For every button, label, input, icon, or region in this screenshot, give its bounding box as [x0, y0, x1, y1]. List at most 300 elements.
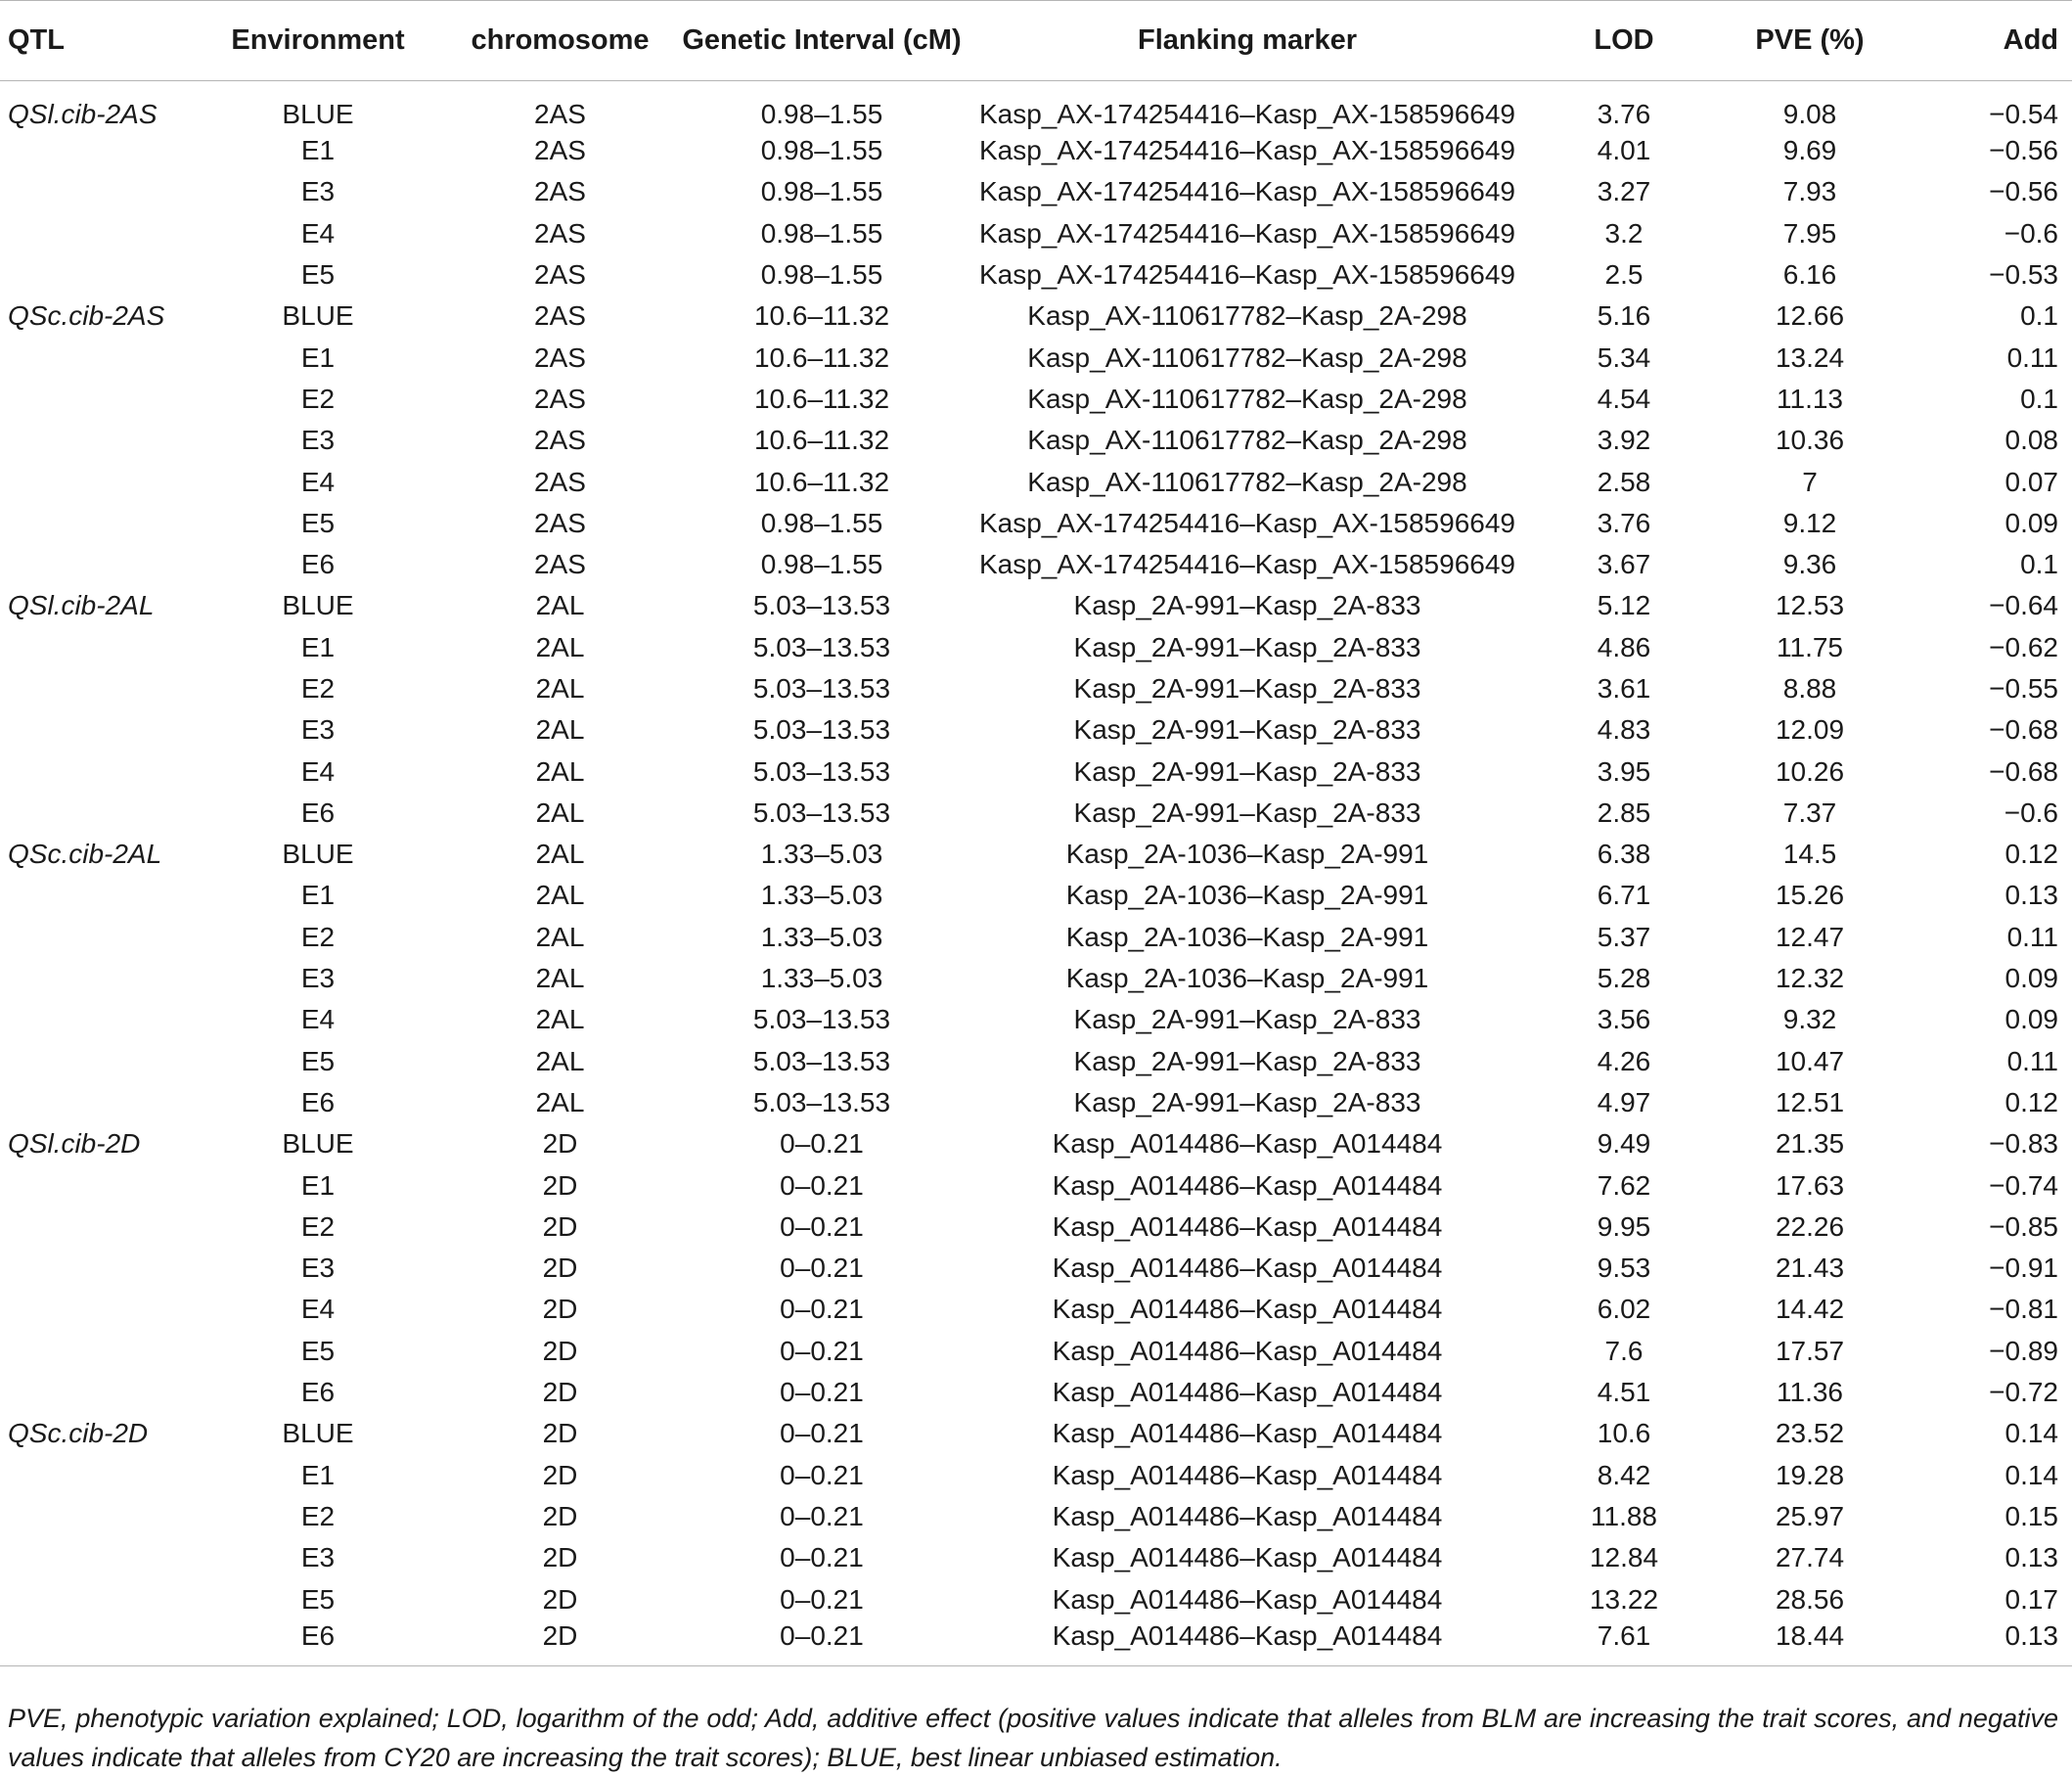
cell-lod: 3.76: [1597, 507, 1651, 538]
cell-flanking-marker: Kasp_AX-174254416–Kasp_AX-158596649: [978, 99, 1515, 129]
cell-chromosome: 2D: [542, 1294, 578, 1325]
cell-genetic-interval: 0–0.21: [780, 1500, 864, 1531]
cell-flanking-marker: Kasp_A014486–Kasp_A014484: [1052, 1619, 1443, 1651]
cell-genetic-interval: 5.03–13.53: [752, 1004, 891, 1035]
cell-environment: E6: [300, 1086, 336, 1117]
table-row: [0, 1248, 2072, 1289]
cell-chromosome: 2AL: [535, 1045, 585, 1076]
cell-qtl: [0, 1578, 196, 1619]
cell-flanking-marker: Kasp_AX-110617782–Kasp_2A-298: [1027, 425, 1467, 456]
cell-lod: 4.26: [1597, 1045, 1651, 1076]
cell-chromosome: 2D: [542, 1619, 578, 1651]
cell-genetic-interval: 0–0.21: [780, 1294, 864, 1325]
cell-pve: 10.36: [1775, 425, 1845, 456]
cell-add: 0.09: [2004, 963, 2058, 994]
cell-lod: 4.54: [1597, 383, 1651, 414]
cell-environment: E6: [300, 1619, 336, 1651]
cell-qtl: [0, 130, 196, 171]
cell-lod: 4.86: [1597, 631, 1651, 662]
cell-chromosome: 2D: [542, 1128, 578, 1160]
cell-pve: 22.26: [1775, 1210, 1845, 1242]
cell-environment: E5: [300, 507, 336, 538]
cell-lod: 7.6: [1604, 1335, 1644, 1366]
cell-environment: E1: [300, 880, 336, 911]
cell-environment: E1: [300, 342, 336, 373]
cell-genetic-interval: 1.33–5.03: [760, 963, 883, 994]
cell-flanking-marker: Kasp_A014486–Kasp_A014484: [1052, 1335, 1443, 1366]
cell-qtl: [0, 751, 196, 792]
cell-chromosome: 2AL: [535, 673, 585, 704]
cell-chromosome: 2D: [542, 1500, 578, 1531]
cell-lod: 9.49: [1597, 1128, 1651, 1160]
cell-flanking-marker: Kasp_2A-991–Kasp_2A-833: [1073, 755, 1421, 787]
cell-pve: 18.44: [1775, 1619, 1845, 1651]
cell-qtl: [0, 668, 196, 709]
table-row: [0, 585, 2072, 626]
table-row: [0, 1289, 2072, 1330]
cell-environment: E4: [300, 755, 336, 787]
cell-flanking-marker: Kasp_2A-991–Kasp_2A-833: [1073, 797, 1421, 828]
cell-chromosome: 2AL: [535, 1086, 585, 1117]
cell-genetic-interval: 5.03–13.53: [752, 755, 891, 787]
cell-genetic-interval: 0–0.21: [780, 1418, 864, 1449]
cell-lod: 3.27: [1597, 176, 1651, 207]
cell-flanking-marker: Kasp_A014486–Kasp_A014484: [1052, 1253, 1443, 1284]
cell-environment: E2: [300, 383, 336, 414]
cell-chromosome: 2AS: [534, 300, 586, 332]
cell-lod: 5.28: [1597, 963, 1651, 994]
cell-chromosome: 2D: [542, 1169, 578, 1201]
cell-add: 0.07: [2004, 466, 2058, 497]
cell-lod: 2.5: [1604, 259, 1644, 291]
cell-lod: 4.01: [1597, 135, 1651, 166]
cell-lod: 7.61: [1597, 1619, 1651, 1651]
cell-lod: 10.6: [1597, 1418, 1651, 1449]
cell-genetic-interval: 10.6–11.32: [753, 466, 890, 497]
cell-pve: 25.97: [1775, 1500, 1845, 1531]
cell-genetic-interval: 10.6–11.32: [753, 342, 890, 373]
cell-lod: 3.61: [1597, 673, 1651, 704]
cell-qtl: [0, 461, 196, 502]
table-row: [0, 130, 2072, 171]
cell-environment: E5: [300, 1335, 336, 1366]
table-row: [0, 668, 2072, 709]
cell-qtl: [0, 379, 196, 420]
cell-qtl: [0, 420, 196, 461]
cell-lod: 5.12: [1597, 590, 1651, 621]
cell-flanking-marker: Kasp_AX-174254416–Kasp_AX-158596649: [978, 259, 1515, 291]
cell-flanking-marker: Kasp_2A-991–Kasp_2A-833: [1073, 1086, 1421, 1117]
cell-pve: 13.24: [1775, 342, 1845, 373]
cell-add: 0.13: [2004, 880, 2058, 911]
cell-qtl: [0, 1164, 196, 1206]
cell-flanking-marker: Kasp_A014486–Kasp_A014484: [1052, 1294, 1443, 1325]
cell-chromosome: 2AL: [535, 631, 585, 662]
cell-add: −0.91: [1989, 1253, 2058, 1284]
cell-pve: 12.09: [1775, 714, 1845, 746]
table-row: [0, 1123, 2072, 1164]
cell-flanking-marker: Kasp_AX-110617782–Kasp_2A-298: [1027, 466, 1467, 497]
cell-add: 0.14: [2004, 1418, 2058, 1449]
cell-flanking-marker: Kasp_AX-110617782–Kasp_2A-298: [1027, 383, 1467, 414]
table-row: [0, 1537, 2072, 1578]
cell-genetic-interval: 0–0.21: [780, 1253, 864, 1284]
cell-pve: 9.08: [1782, 99, 1837, 129]
header-pve: PVE (%): [1755, 24, 1865, 56]
cell-chromosome: 2D: [542, 1377, 578, 1408]
cell-flanking-marker: Kasp_2A-1036–Kasp_2A-991: [1065, 880, 1429, 911]
cell-pve: 9.32: [1782, 1004, 1837, 1035]
cell-add: −0.55: [1989, 673, 2058, 704]
cell-add: 0.13: [2004, 1542, 2058, 1573]
cell-environment: BLUE: [282, 590, 354, 621]
cell-pve: 7: [1802, 466, 1818, 497]
cell-qtl: QSc.cib-2AL: [8, 839, 162, 870]
cell-genetic-interval: 0–0.21: [780, 1335, 864, 1366]
cell-add: 0.11: [2006, 921, 2058, 952]
cell-genetic-interval: 0–0.21: [780, 1583, 864, 1615]
cell-flanking-marker: Kasp_A014486–Kasp_A014484: [1052, 1500, 1443, 1531]
cell-qtl: [0, 1082, 196, 1123]
cell-environment: E1: [300, 1169, 336, 1201]
cell-add: −0.72: [1989, 1377, 2058, 1408]
cell-lod: 8.42: [1597, 1459, 1651, 1490]
cell-genetic-interval: 0–0.21: [780, 1128, 864, 1160]
cell-pve: 19.28: [1775, 1459, 1845, 1490]
cell-environment: BLUE: [282, 99, 354, 129]
cell-genetic-interval: 5.03–13.53: [752, 631, 891, 662]
cell-flanking-marker: Kasp_A014486–Kasp_A014484: [1052, 1169, 1443, 1201]
table-row: [0, 254, 2072, 296]
cell-pve: 12.51: [1775, 1086, 1845, 1117]
cell-flanking-marker: Kasp_A014486–Kasp_A014484: [1052, 1542, 1443, 1573]
cell-genetic-interval: 1.33–5.03: [760, 880, 883, 911]
cell-pve: 7.37: [1782, 797, 1837, 828]
header-genetic-interval: Genetic Interval (cM): [682, 24, 962, 56]
table-row: [0, 793, 2072, 834]
table-header: [0, 1, 2072, 81]
cell-environment: E2: [300, 673, 336, 704]
cell-flanking-marker: Kasp_AX-110617782–Kasp_2A-298: [1027, 300, 1467, 332]
cell-environment: E4: [300, 466, 336, 497]
cell-qtl: [0, 999, 196, 1040]
table-row: [0, 1372, 2072, 1413]
cell-lod: 5.34: [1597, 342, 1651, 373]
table-row: [0, 213, 2072, 254]
cell-chromosome: 2D: [542, 1459, 578, 1490]
cell-qtl: [0, 503, 196, 544]
cell-environment: E3: [300, 963, 336, 994]
cell-qtl: QSl.cib-2D: [8, 1128, 141, 1160]
cell-lod: 3.67: [1597, 549, 1651, 580]
table-row: [0, 834, 2072, 875]
cell-pve: 11.36: [1777, 1377, 1843, 1408]
cell-lod: 4.83: [1597, 714, 1651, 746]
cell-flanking-marker: Kasp_A014486–Kasp_A014484: [1052, 1128, 1443, 1160]
cell-flanking-marker: Kasp_AX-174254416–Kasp_AX-158596649: [978, 135, 1515, 166]
cell-pve: 11.13: [1777, 383, 1843, 414]
table-row: [0, 1041, 2072, 1082]
cell-lod: 12.84: [1589, 1542, 1659, 1573]
cell-environment: E5: [300, 1583, 336, 1615]
cell-pve: 17.57: [1775, 1335, 1845, 1366]
cell-environment: BLUE: [282, 1418, 354, 1449]
cell-flanking-marker: Kasp_2A-991–Kasp_2A-833: [1073, 631, 1421, 662]
cell-environment: E5: [300, 1045, 336, 1076]
table-footnote: PVE, phenotypic variation explained; LOD, logarithm of the odd; Add, additive effect (positive values indicate that alleles from BLM are increasing the trait scores, and negative values indicate that alleles from CY20 are increasing the trait scores); BLUE, best linear unbiased estimation.: [8, 1704, 2058, 1772]
cell-chromosome: 2AL: [535, 797, 585, 828]
cell-add: −0.54: [1989, 99, 2058, 129]
cell-add: 0.14: [2004, 1459, 2058, 1490]
table-row: [0, 1413, 2072, 1454]
cell-genetic-interval: 0–0.21: [780, 1619, 864, 1651]
cell-pve: 15.26: [1775, 880, 1845, 911]
cell-chromosome: 2AS: [534, 466, 586, 497]
cell-qtl: [0, 875, 196, 916]
cell-lod: 9.95: [1597, 1210, 1651, 1242]
cell-qtl: [0, 1496, 196, 1537]
cell-add: −0.6: [2004, 797, 2058, 828]
cell-qtl: [0, 958, 196, 999]
cell-chromosome: 2AL: [535, 755, 585, 787]
cell-add: −0.89: [1989, 1335, 2058, 1366]
cell-add: 0.11: [2006, 342, 2058, 373]
cell-genetic-interval: 5.03–13.53: [752, 1045, 891, 1076]
cell-flanking-marker: Kasp_A014486–Kasp_A014484: [1052, 1377, 1443, 1408]
cell-add: 0.1: [2020, 549, 2058, 580]
cell-flanking-marker: Kasp_2A-991–Kasp_2A-833: [1073, 590, 1421, 621]
table-row: [0, 1164, 2072, 1206]
cell-qtl: [0, 171, 196, 212]
cell-pve: 10.47: [1775, 1045, 1845, 1076]
cell-genetic-interval: 5.03–13.53: [752, 714, 891, 746]
cell-chromosome: 2D: [542, 1335, 578, 1366]
table-row: [0, 1331, 2072, 1372]
table-row: [0, 337, 2072, 378]
table-row: [0, 875, 2072, 916]
cell-lod: 4.97: [1597, 1086, 1651, 1117]
cell-lod: 3.76: [1597, 99, 1651, 129]
cell-add: −0.56: [1989, 176, 2058, 207]
cell-qtl: [0, 1041, 196, 1082]
table-row: [0, 1496, 2072, 1537]
cell-qtl: [0, 793, 196, 834]
header-add: Add: [2003, 24, 2058, 56]
cell-flanking-marker: Kasp_2A-1036–Kasp_2A-991: [1065, 921, 1429, 952]
cell-chromosome: 2AS: [534, 99, 586, 129]
cell-chromosome: 2AS: [534, 425, 586, 456]
cell-genetic-interval: 5.03–13.53: [752, 673, 891, 704]
cell-environment: E1: [300, 631, 336, 662]
cell-genetic-interval: 0.98–1.55: [760, 99, 883, 129]
cell-qtl: QSc.cib-2AS: [8, 300, 165, 332]
cell-pve: 17.63: [1775, 1169, 1845, 1201]
cell-add: 0.12: [2004, 1086, 2058, 1117]
table-row: [0, 171, 2072, 212]
cell-chromosome: 2D: [542, 1253, 578, 1284]
cell-flanking-marker: Kasp_A014486–Kasp_A014484: [1052, 1459, 1443, 1490]
cell-qtl: [0, 254, 196, 296]
cell-add: −0.68: [1989, 714, 2058, 746]
cell-environment: E3: [300, 1542, 336, 1573]
cell-environment: E2: [300, 921, 336, 952]
cell-flanking-marker: Kasp_AX-174254416–Kasp_AX-158596649: [978, 217, 1515, 249]
cell-pve: 23.52: [1775, 1418, 1845, 1449]
cell-genetic-interval: 0.98–1.55: [760, 507, 883, 538]
cell-qtl: [0, 1248, 196, 1289]
cell-lod: 2.85: [1597, 797, 1651, 828]
header-qtl: QTL: [8, 24, 65, 56]
cell-pve: 21.35: [1775, 1128, 1845, 1160]
cell-genetic-interval: 0–0.21: [780, 1169, 864, 1201]
cell-environment: BLUE: [282, 1128, 354, 1160]
table-row: [0, 958, 2072, 999]
table-body: [0, 81, 2072, 1666]
cell-chromosome: 2AL: [535, 921, 585, 952]
cell-chromosome: 2D: [542, 1210, 578, 1242]
cell-lod: 5.16: [1597, 300, 1651, 332]
cell-chromosome: 2AS: [534, 342, 586, 373]
cell-flanking-marker: Kasp_2A-991–Kasp_2A-833: [1073, 673, 1421, 704]
cell-flanking-marker: Kasp_AX-174254416–Kasp_AX-158596649: [978, 549, 1515, 580]
cell-lod: 3.95: [1597, 755, 1651, 787]
cell-environment: E3: [300, 176, 336, 207]
cell-qtl: [0, 1372, 196, 1413]
cell-lod: 7.62: [1597, 1169, 1651, 1201]
table-row: [0, 420, 2072, 461]
cell-genetic-interval: 1.33–5.03: [760, 839, 883, 870]
cell-qtl: [0, 917, 196, 958]
cell-genetic-interval: 0.98–1.55: [760, 135, 883, 166]
cell-add: 0.08: [2004, 425, 2058, 456]
cell-qtl: [0, 1620, 196, 1666]
cell-add: 0.15: [2004, 1500, 2058, 1531]
cell-chromosome: 2AS: [534, 383, 586, 414]
cell-add: −0.68: [1989, 755, 2058, 787]
cell-flanking-marker: Kasp_2A-991–Kasp_2A-833: [1073, 714, 1421, 746]
table-row: [0, 709, 2072, 751]
cell-flanking-marker: Kasp_2A-991–Kasp_2A-833: [1073, 1045, 1421, 1076]
cell-lod: 13.22: [1589, 1583, 1659, 1615]
cell-flanking-marker: Kasp_2A-1036–Kasp_2A-991: [1065, 963, 1429, 994]
cell-chromosome: 2AS: [534, 135, 586, 166]
cell-chromosome: 2AS: [534, 549, 586, 580]
header-row: [0, 1, 2072, 81]
cell-add: −0.6: [2004, 217, 2058, 249]
cell-pve: 12.32: [1775, 963, 1845, 994]
cell-pve: 9.12: [1782, 507, 1837, 538]
table-row: [0, 917, 2072, 958]
table-row: [0, 1455, 2072, 1496]
table-row: [0, 81, 2072, 131]
table-row: [0, 544, 2072, 585]
cell-genetic-interval: 0.98–1.55: [760, 176, 883, 207]
cell-pve: 7.95: [1782, 217, 1837, 249]
cell-environment: E6: [300, 549, 336, 580]
cell-pve: 11.75: [1777, 631, 1843, 662]
cell-pve: 12.47: [1775, 921, 1845, 952]
cell-qtl: [0, 1455, 196, 1496]
table-row: [0, 1620, 2072, 1666]
cell-add: −0.62: [1989, 631, 2058, 662]
table-row: [0, 1578, 2072, 1619]
cell-chromosome: 2AL: [535, 880, 585, 911]
cell-environment: E3: [300, 714, 336, 746]
cell-add: 0.13: [2004, 1619, 2058, 1651]
cell-lod: 3.2: [1604, 217, 1644, 249]
cell-pve: 12.66: [1775, 300, 1845, 332]
cell-add: 0.12: [2004, 839, 2058, 870]
cell-pve: 14.42: [1775, 1294, 1845, 1325]
cell-add: 0.17: [2004, 1583, 2058, 1615]
cell-chromosome: 2AL: [535, 590, 585, 621]
cell-qtl: [0, 213, 196, 254]
cell-qtl: [0, 544, 196, 585]
cell-qtl: [0, 627, 196, 668]
cell-environment: BLUE: [282, 839, 354, 870]
table-row: [0, 1207, 2072, 1248]
cell-flanking-marker: Kasp_A014486–Kasp_A014484: [1052, 1210, 1443, 1242]
cell-pve: 9.36: [1782, 549, 1837, 580]
table-row: [0, 627, 2072, 668]
cell-environment: E5: [300, 259, 336, 291]
cell-add: −0.85: [1989, 1210, 2058, 1242]
header-chromosome: chromosome: [471, 24, 650, 56]
cell-qtl: [0, 337, 196, 378]
cell-add: −0.64: [1989, 590, 2058, 621]
cell-qtl: [0, 709, 196, 751]
cell-add: 0.1: [2020, 383, 2058, 414]
cell-qtl: [0, 1207, 196, 1248]
cell-pve: 7.93: [1782, 176, 1837, 207]
cell-add: 0.09: [2004, 507, 2058, 538]
cell-genetic-interval: 5.03–13.53: [752, 590, 891, 621]
cell-qtl: QSc.cib-2D: [8, 1418, 149, 1449]
cell-genetic-interval: 0–0.21: [780, 1459, 864, 1490]
cell-add: −0.53: [1989, 259, 2058, 291]
cell-genetic-interval: 0.98–1.55: [760, 217, 883, 249]
cell-genetic-interval: 10.6–11.32: [753, 425, 890, 456]
cell-lod: 9.53: [1597, 1253, 1651, 1284]
cell-lod: 3.92: [1597, 425, 1651, 456]
cell-pve: 8.88: [1782, 673, 1837, 704]
table-row: [0, 1082, 2072, 1123]
cell-add: −0.83: [1989, 1128, 2058, 1160]
cell-pve: 9.69: [1782, 135, 1837, 166]
cell-lod: 6.71: [1597, 880, 1651, 911]
cell-environment: E6: [300, 797, 336, 828]
cell-lod: 2.58: [1597, 466, 1651, 497]
cell-genetic-interval: 0.98–1.55: [760, 259, 883, 291]
cell-environment: E6: [300, 1377, 336, 1408]
cell-chromosome: 2AS: [534, 507, 586, 538]
cell-chromosome: 2AL: [535, 963, 585, 994]
cell-add: 0.11: [2006, 1045, 2058, 1076]
cell-environment: E3: [300, 1253, 336, 1284]
header-flanking-marker: Flanking marker: [1137, 24, 1358, 56]
cell-chromosome: 2AL: [535, 839, 585, 870]
cell-flanking-marker: Kasp_2A-991–Kasp_2A-833: [1073, 1004, 1421, 1035]
cell-genetic-interval: 0–0.21: [780, 1542, 864, 1573]
cell-environment: E4: [300, 1294, 336, 1325]
cell-qtl: [0, 1331, 196, 1372]
cell-chromosome: 2AL: [535, 714, 585, 746]
cell-chromosome: 2D: [542, 1583, 578, 1615]
cell-lod: 3.56: [1597, 1004, 1651, 1035]
cell-qtl: [0, 1289, 196, 1330]
cell-environment: E4: [300, 1004, 336, 1035]
cell-qtl: [0, 1537, 196, 1578]
